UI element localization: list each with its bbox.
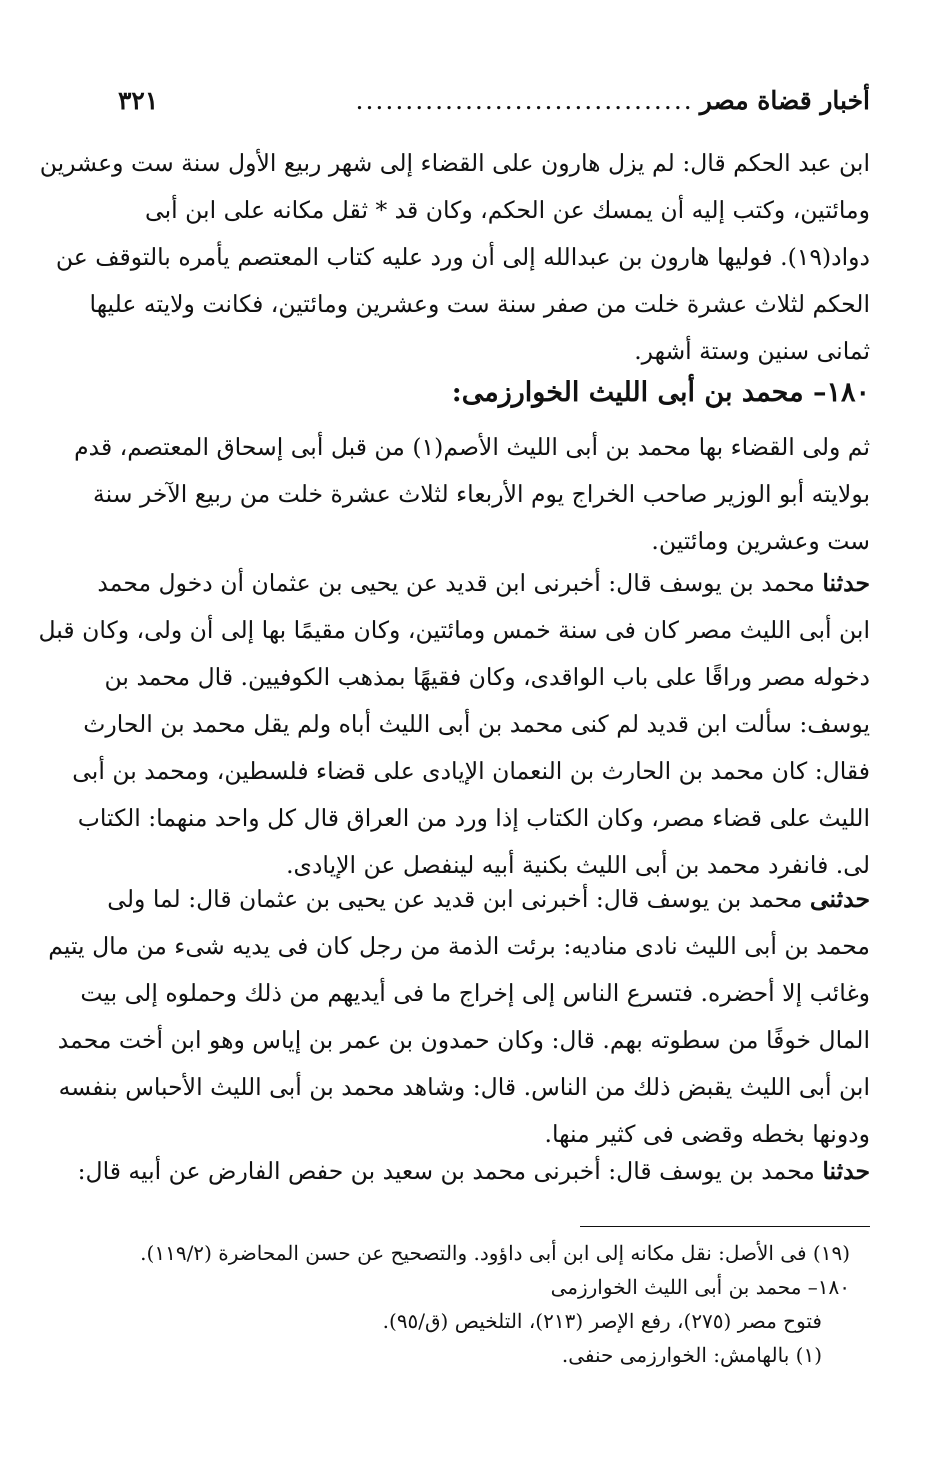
text-line: وغائب إلا أحضره. فتسرع الناس إلى إخراج ما فى أيديهم من ذلك وحملوه إلى بيت	[80, 979, 870, 1007]
text-line: ثم ولى القضاء بها محمد بن أبى الليث الأصم(١) من قبل أبى إسحاق المعتصم، قدم	[74, 433, 870, 461]
isnad-lead: حدثنا	[822, 569, 870, 597]
footnote-separator	[580, 1226, 870, 1227]
text-run: محمد بن يوسف قال: أخبرنى ابن قديد عن يحيى بن عثمان أن دخول محمد	[97, 569, 823, 597]
text-line: المال خوفًا من سطوته بهم. قال: وكان حمدون بن عمر بن إياس وهو ابن أخت محمد	[57, 1026, 870, 1054]
isnad-lead: حدثنى	[809, 885, 870, 913]
text-line: ودونها بخطه وقضى فى كثير منها.	[544, 1120, 870, 1148]
intro-paragraph	[39, 140, 870, 375]
text-line: الليث على قضاء مصر، وكان الكتاب إذا ورد من العراق قال كل واحد منهما: الكتاب	[77, 804, 870, 832]
isnad-lead: حدثنا	[822, 1157, 870, 1185]
text-line: ومائتين، وكتب إليه أن يمسك عن الحكم، وكان قد * ثقل مكانه على ابن أبى	[145, 196, 870, 224]
text-line: بولايته أبو الوزير صاحب الخراج يوم الأربعاء لثلاث عشرة خلت من ربيع الآخر سنة	[93, 480, 870, 508]
page-number: ٣٢١	[118, 86, 159, 115]
text-line	[77, 1148, 870, 1195]
text-line: دخوله مصر وراقًا على باب الواقدى، وكان فقيهًا بمذهب الكوفيين. قال محمد بن	[104, 663, 870, 691]
book-title: أخبار قضاة مصر	[699, 86, 870, 115]
text-line: فقال: كان محمد بن الحارث بن النعمان الإيادى على قضاء فلسطين، ومحمد بن أبى	[72, 757, 870, 785]
text-run: محمد بن يوسف قال: أخبرنى محمد بن سعيد بن حفص الفارض عن أبيه قال:	[77, 1157, 823, 1185]
header-dot-leader: ..................................	[355, 86, 694, 115]
text-line: يوسف: سألت ابن قديد لم كنى محمد بن أبى الليث أباه ولم يقل محمد بن الحارث	[83, 710, 870, 738]
text-line: الحكم لثلاث عشرة خلت من صفر سنة ست وعشرين ومائتين، فكانت ولايته عليها	[89, 290, 870, 318]
running-header	[118, 86, 870, 126]
text-line	[107, 876, 870, 923]
section-heading: ١٨٠– محمد بن أبى الليث الخوارزمى:	[451, 377, 870, 408]
text-line: ست وعشرين ومائتين.	[651, 527, 870, 555]
text-run: محمد بن يوسف قال: أخبرنى ابن قديد عن يحيى بن عثمان قال: لما ولى	[107, 885, 810, 913]
paragraph-hadathana-1	[38, 560, 870, 889]
text-line: لى. فانفرد محمد بن أبى الليث بكنية أبيه لينفصل عن الإيادى.	[286, 851, 870, 879]
paragraph-appointment	[74, 424, 870, 565]
text-line	[97, 560, 870, 607]
text-line: ابن أبى الليث يقبض ذلك من الناس. قال: وشاهد محمد بن أبى الليث الأحباس بنفسه	[58, 1073, 870, 1101]
footnote-sources: فتوح مصر (٢٧٥)، رفع الإصر (٢١٣)، التلخيص (ق/٩٥).	[382, 1309, 822, 1333]
footnote-entry-heading: ١٨٠– محمد بن أبى الليث الخوارزمى	[550, 1275, 850, 1299]
text-line: ابن عبد الحكم قال: لم يزل هارون على القضاء إلى شهر ربيع الأول سنة ست وعشرين	[39, 149, 870, 177]
text-line: ثمانى سنين وستة أشهر.	[634, 337, 870, 365]
text-line: محمد بن أبى الليث نادى مناديه: برئت الذمة من رجل كان فى يديه شىء من مال يتيم	[48, 932, 870, 960]
footnote-19: (١٩) فى الأصل: نقل مكانه إلى ابن أبى داؤود. والتصحيح عن حسن المحاضرة (١١٩/٢).	[140, 1241, 850, 1265]
paragraph-hadathani	[48, 876, 870, 1158]
text-line: ابن أبى الليث مصر كان فى سنة خمس ومائتين، وكان مقيمًا بها إلى أن ولى، وكان قبل	[38, 616, 870, 644]
footnote-1: (١) بالهامش: الخوارزمى حنفى.	[561, 1343, 822, 1367]
paragraph-hadathana-2	[77, 1148, 870, 1195]
text-line: دواد(١٩). فوليها هارون بن عبدالله إلى أن ورد عليه كتاب المعتصم يأمره بالتوقف عن	[55, 243, 870, 271]
